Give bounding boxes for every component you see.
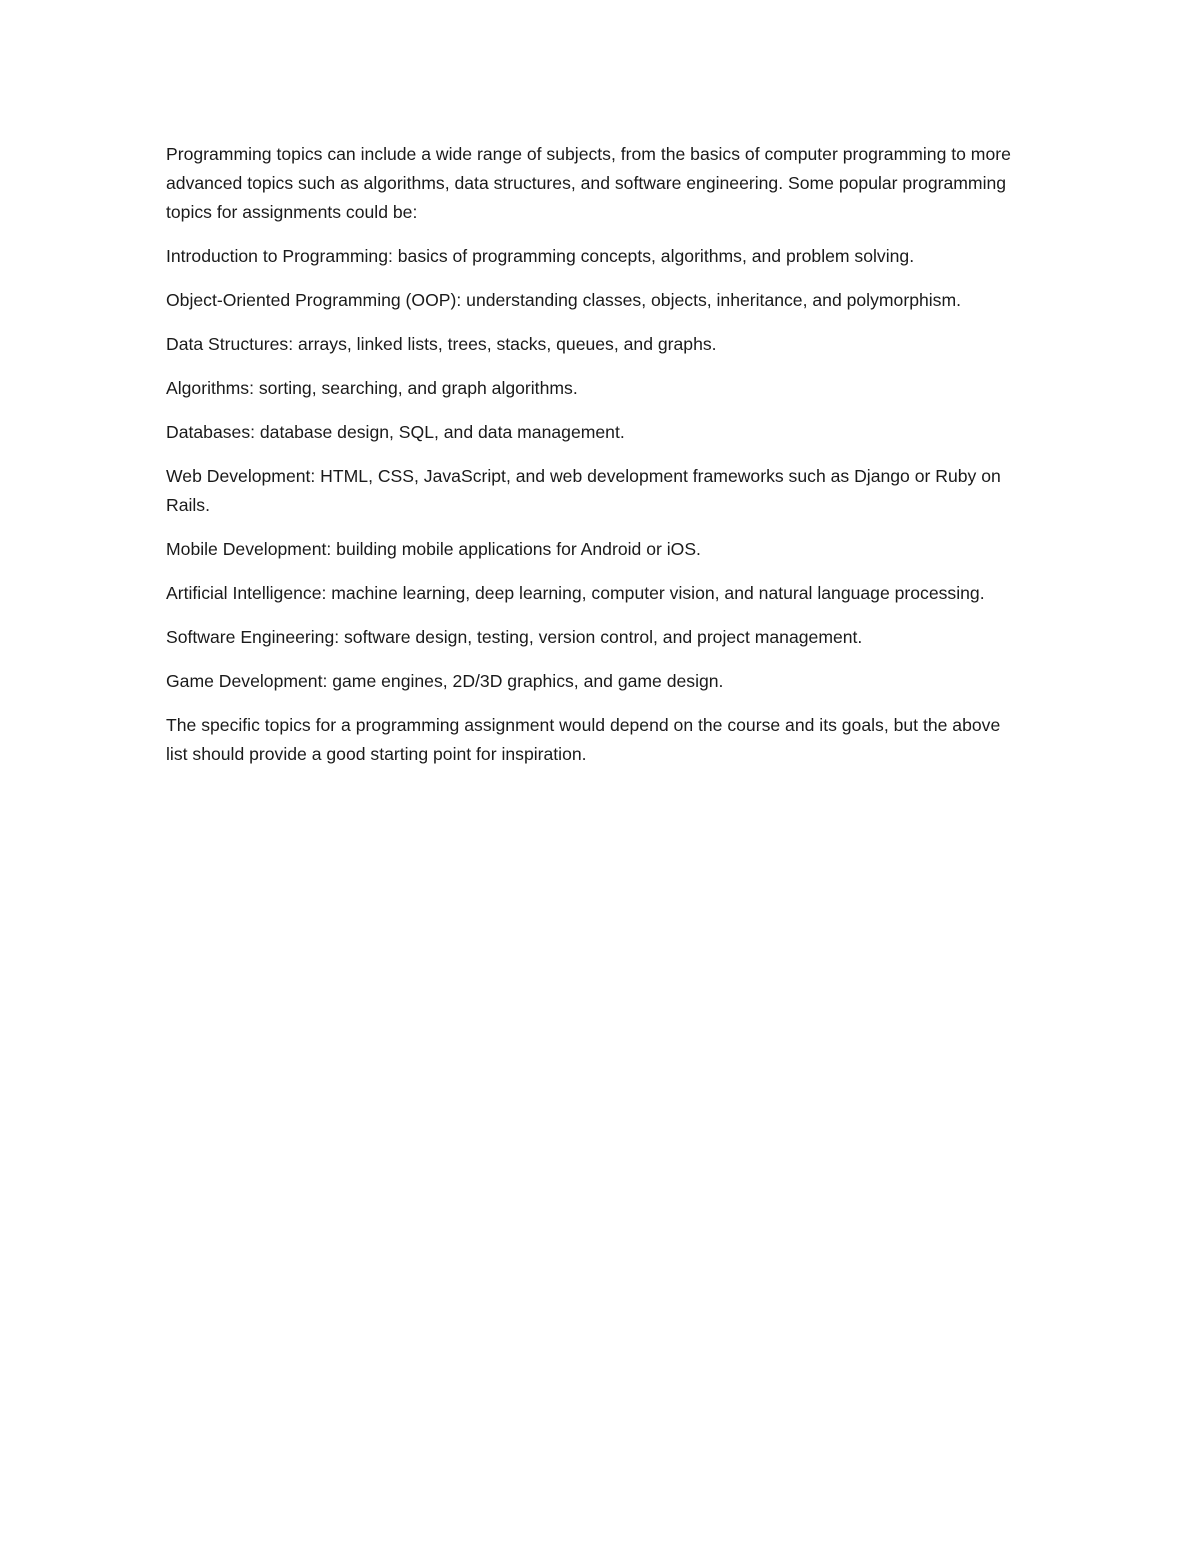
topic-mobile-development: Mobile Development: building mobile applications for Android or iOS.: [166, 539, 701, 559]
topic-data-structures: Data Structures: arrays, linked lists, trees, stacks, queues, and graphs.: [166, 334, 717, 354]
topic-oop: Object-Oriented Programming (OOP): understanding classes, objects, inheritance, and polymorphism.: [166, 290, 962, 310]
intro-paragraph: Programming topics can include a wide range of subjects, from the basics of computer programming to more advanced topics such as algorithms, data structures, and software engineering. Some popular programming topics for assignments could be:: [166, 144, 1011, 222]
topic-intro-programming: Introduction to Programming: basics of programming concepts, algorithms, and problem solving.: [166, 246, 915, 266]
topic-web-development: Web Development: HTML, CSS, JavaScript, and web development frameworks such as Django or Ruby on Rails.: [166, 466, 1001, 515]
topic-algorithms: Algorithms: sorting, searching, and graph algorithms.: [166, 378, 578, 398]
topic-game-development: Game Development: game engines, 2D/3D graphics, and game design.: [166, 671, 724, 691]
topic-software-engineering: Software Engineering: software design, testing, version control, and project management.: [166, 627, 863, 647]
topic-artificial-intelligence: Artificial Intelligence: machine learning, deep learning, computer vision, and natural language processing.: [166, 583, 985, 603]
topic-databases: Databases: database design, SQL, and data management.: [166, 422, 625, 442]
document-body: [166, 140, 1026, 784]
closing-paragraph: The specific topics for a programming assignment would depend on the course and its goals, but the above list should provide a good starting point for inspiration.: [166, 715, 1001, 764]
